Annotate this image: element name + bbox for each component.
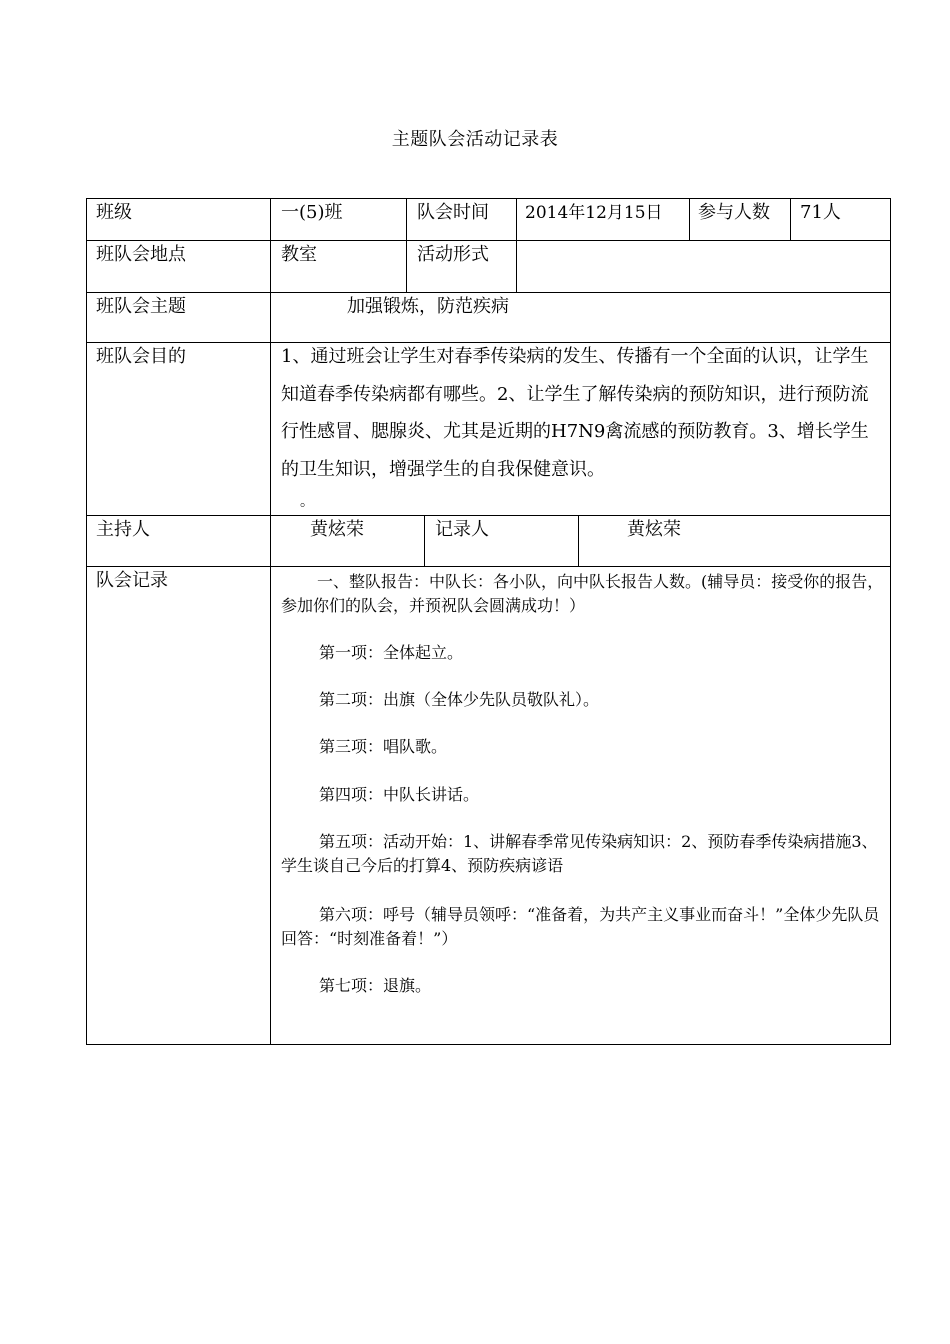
purpose-text: 1、通过班会让学生对春季传染病的发生、传播有一个全面的认识，让学生知道春季传染病都有哪些。2、让学生了解传染病的预防知识，进行预防流行性感冒、腮腺炎、尤其是近期的H7N9禽流感的预防教育。3、增长学生的卫生知识，增强学生的自我保健意识。	[281, 346, 869, 480]
host-value: 黄炫荣	[310, 519, 364, 540]
record-item-6: 第五项：活动开始：1、讲解春季常见传染病知识：2、预防春季传染病措施3、学生谈自己今后的打算4、预防疾病谚语	[281, 832, 878, 875]
location-label: 班队会地点	[96, 244, 186, 265]
record-item-8: 第七项：退旗。	[319, 976, 432, 995]
theme-value: 加强锻炼，防范疾病	[347, 296, 509, 317]
host-label: 主持人	[96, 519, 150, 540]
participant-count-value: 71人	[800, 202, 841, 223]
meeting-time-value: 2014年12月15日	[525, 203, 663, 223]
record-label: 队会记录	[96, 570, 168, 591]
record-item-5: 第四项：中队长讲话。	[319, 785, 480, 804]
theme-label: 班队会主题	[96, 296, 186, 317]
location-value: 教室	[281, 244, 317, 265]
class-label: 班级	[96, 202, 132, 223]
record-item-1: 一、整队报告：中队长：各小队，向中队长报告人数。(辅导员：接受你的报告，参加你们的队会，并预祝队会圆满成功！）	[281, 572, 884, 615]
activity-form-label: 活动形式	[417, 244, 489, 265]
purpose-tail: 。	[300, 494, 314, 510]
recorder-label: 记录人	[435, 519, 489, 540]
class-value: 一(5)班	[281, 202, 343, 223]
record-item-7: 第六项：呼号（辅导员领呼：“准备着，为共产主义事业而奋斗！”全体少先队员回答：“时刻准备着！”）	[281, 905, 880, 948]
purpose-label: 班队会目的	[96, 346, 186, 367]
record-item-3: 第二项：出旗（全体少先队员敬队礼）。	[319, 690, 600, 709]
recorder-value: 黄炫荣	[627, 519, 681, 540]
page-title: 主题队会活动记录表	[391, 129, 559, 150]
participant-count-label: 参与人数	[698, 202, 770, 223]
record-item-2: 第一项：全体起立。	[319, 643, 464, 662]
meeting-time-label: 队会时间	[417, 202, 489, 223]
record-item-4: 第三项：唱队歌。	[319, 737, 448, 756]
